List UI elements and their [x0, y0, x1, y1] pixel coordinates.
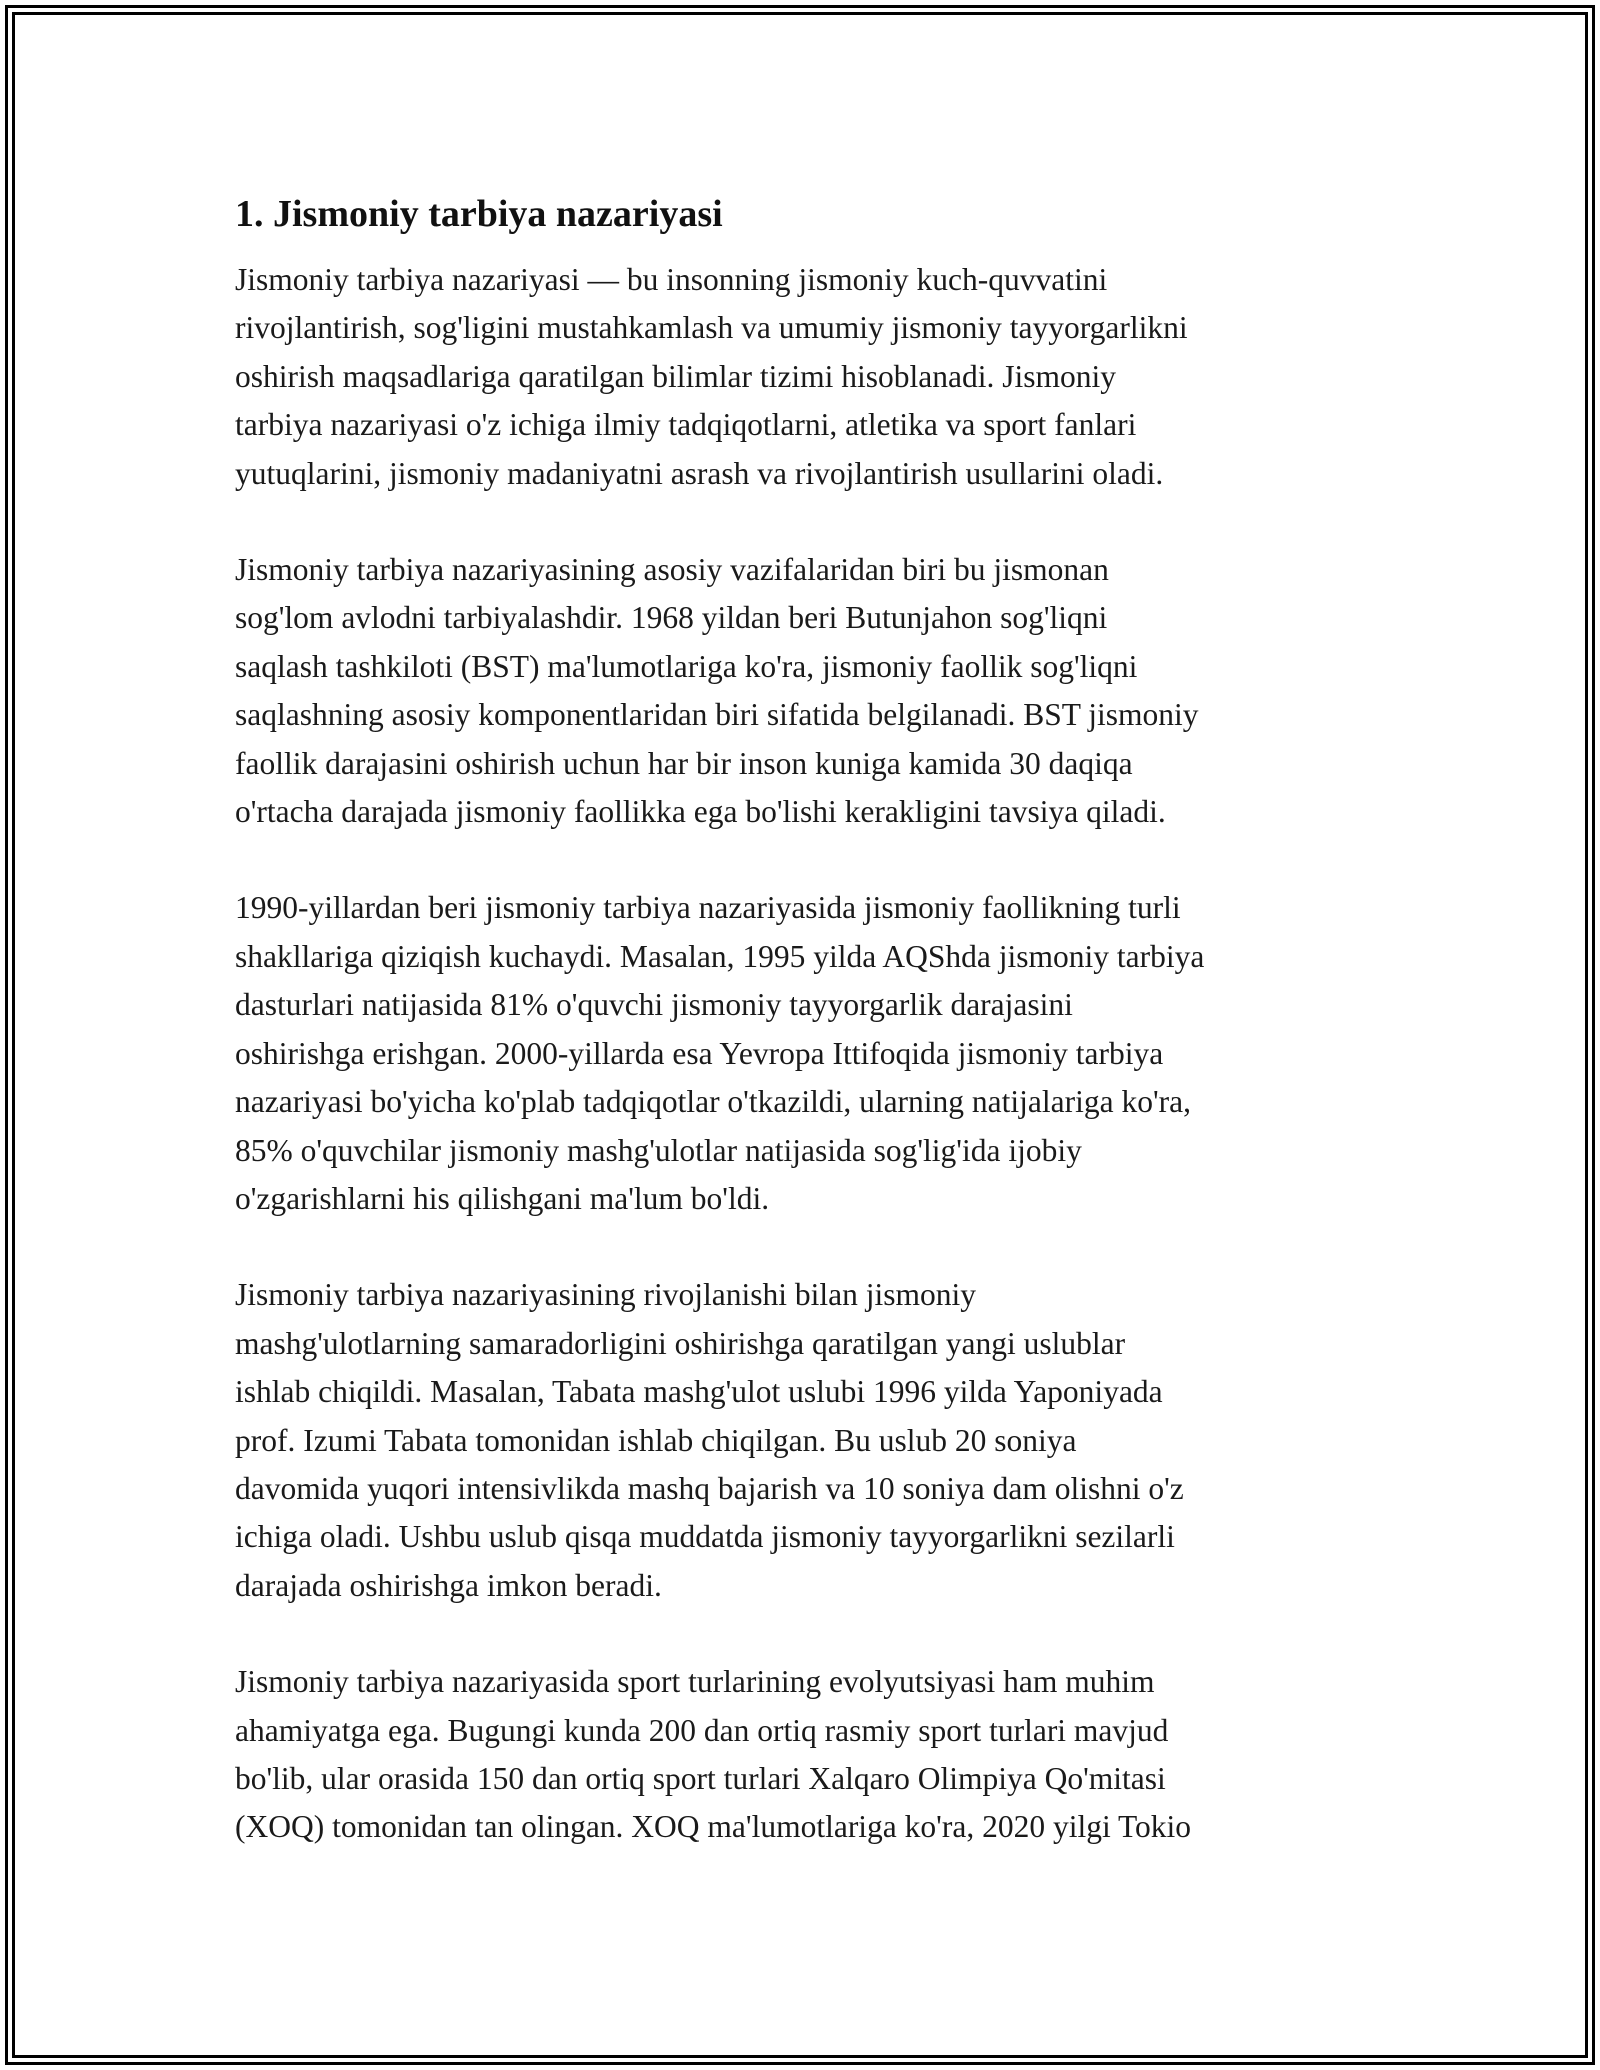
- text-line: yutuqlarini, jismoniy madaniyatni asrash va rivojlantirish usullarini oladi.: [235, 455, 1164, 491]
- paragraph-5: [235, 1658, 1395, 1852]
- text-line: o'zgarishlarni his qilishgani ma'lum bo'ldi.: [235, 1180, 770, 1216]
- text-line: sog'lom avlodni tarbiyalashdir. 1968 yildan beri Butunjahon sog'liqni: [235, 600, 1108, 636]
- text-line: 85% o'quvchilar jismoniy mashg'ulotlar natijasida sog'lig'ida ijobiy: [235, 1132, 1082, 1168]
- text-line: ishlab chiqildi. Masalan, Tabata mashg'ulot uslubi 1996 yilda Yaponiyada: [235, 1374, 1163, 1410]
- text-line: oshirishga erishgan. 2000-yillarda esa Yevropa Ittifoqida jismoniy tarbiya: [235, 1035, 1164, 1071]
- text-line: Jismoniy tarbiya nazariyasi — bu insonning jismoniy kuch-quvvatini: [235, 262, 1108, 297]
- text-line: ahamiyatga ega. Bugungi kunda 200 dan ortiq rasmiy sport turlari mavjud: [235, 1712, 1169, 1748]
- text-line: (XOQ) tomonidan tan olingan. XOQ ma'lumotlariga ko'ra, 2020 yilgi Tokio: [235, 1809, 1192, 1845]
- text-line: ichiga oladi. Ushbu uslub qisqa muddatda jismoniy tayyorgarlikni sezilarli: [235, 1519, 1175, 1555]
- text-line: davomida yuqori intensivlikda mashq bajarish va 10 soniya dam olishni o'z: [235, 1470, 1184, 1506]
- text-line: mashg'ulotlarning samaradorligini oshirishga qaratilgan yangi uslublar: [235, 1325, 1126, 1361]
- text-line: 1990-yillardan beri jismoniy tarbiya nazariyasida jismoniy faollikning turli: [235, 890, 1181, 926]
- text-line: o'rtacha darajada jismoniy faollikka ega bo'lishi kerakligini tavsiya qiladi.: [235, 794, 1166, 830]
- paragraph-2: [235, 546, 1395, 836]
- text-line: dasturlari natijasida 81% o'quvchi jismoniy tayyorgarlik darajasini: [235, 987, 1073, 1023]
- paragraph-1: [235, 256, 1395, 498]
- text-line: tarbiya nazariyasi o'z ichiga ilmiy tadqiqotlarni, atletika va sport fanlari: [235, 407, 1137, 443]
- paragraph-3: [235, 884, 1395, 1223]
- text-line: bo'lib, ular orasida 150 dan ortiq sport turlari Xalqaro Olimpiya Qo'mitasi: [235, 1760, 1166, 1796]
- text-line: oshirish maqsadlariga qaratilgan bilimlar tizimi hisoblanadi. Jismoniy: [235, 358, 1116, 394]
- text-line: darajada oshirishga imkon beradi.: [235, 1567, 662, 1603]
- text-line: shakllariga qiziqish kuchaydi. Masalan, 1995 yilda AQShda jismoniy tarbiya: [235, 938, 1205, 974]
- text-line: prof. Izumi Tabata tomonidan ishlab chiqilgan. Bu uslub 20 soniya: [235, 1422, 1077, 1458]
- document-body: [235, 186, 1395, 1900]
- text-line: Jismoniy tarbiya nazariyasining rivojlanishi bilan jismoniy: [235, 1277, 977, 1313]
- text-line: faollik darajasini oshirish uchun har bir inson kuniga kamida 30 daqiqa: [235, 745, 1133, 781]
- section-heading: 1. Jismoniy tarbiya nazariyasi: [235, 193, 723, 235]
- paragraph-4: [235, 1271, 1395, 1610]
- text-line: nazariyasi bo'yicha ko'plab tadqiqotlar o'tkazildi, ularning natijalariga ko'ra,: [235, 1084, 1191, 1120]
- text-line: rivojlantirish, sog'ligini mustahkamlash va umumiy jismoniy tayyorgarlikni: [235, 310, 1188, 346]
- text-line: saqlashning asosiy komponentlaridan biri sifatida belgilanadi. BST jismoniy: [235, 697, 1199, 733]
- text-line: saqlash tashkiloti (BST) ma'lumotlariga ko'ra, jismoniy faollik sog'liqni: [235, 648, 1138, 684]
- text-line: Jismoniy tarbiya nazariyasida sport turlarining evolyutsiyasi ham muhim: [235, 1664, 1155, 1700]
- text-line: Jismoniy tarbiya nazariyasining asosiy vazifalaridan biri bu jismonan: [235, 552, 1109, 588]
